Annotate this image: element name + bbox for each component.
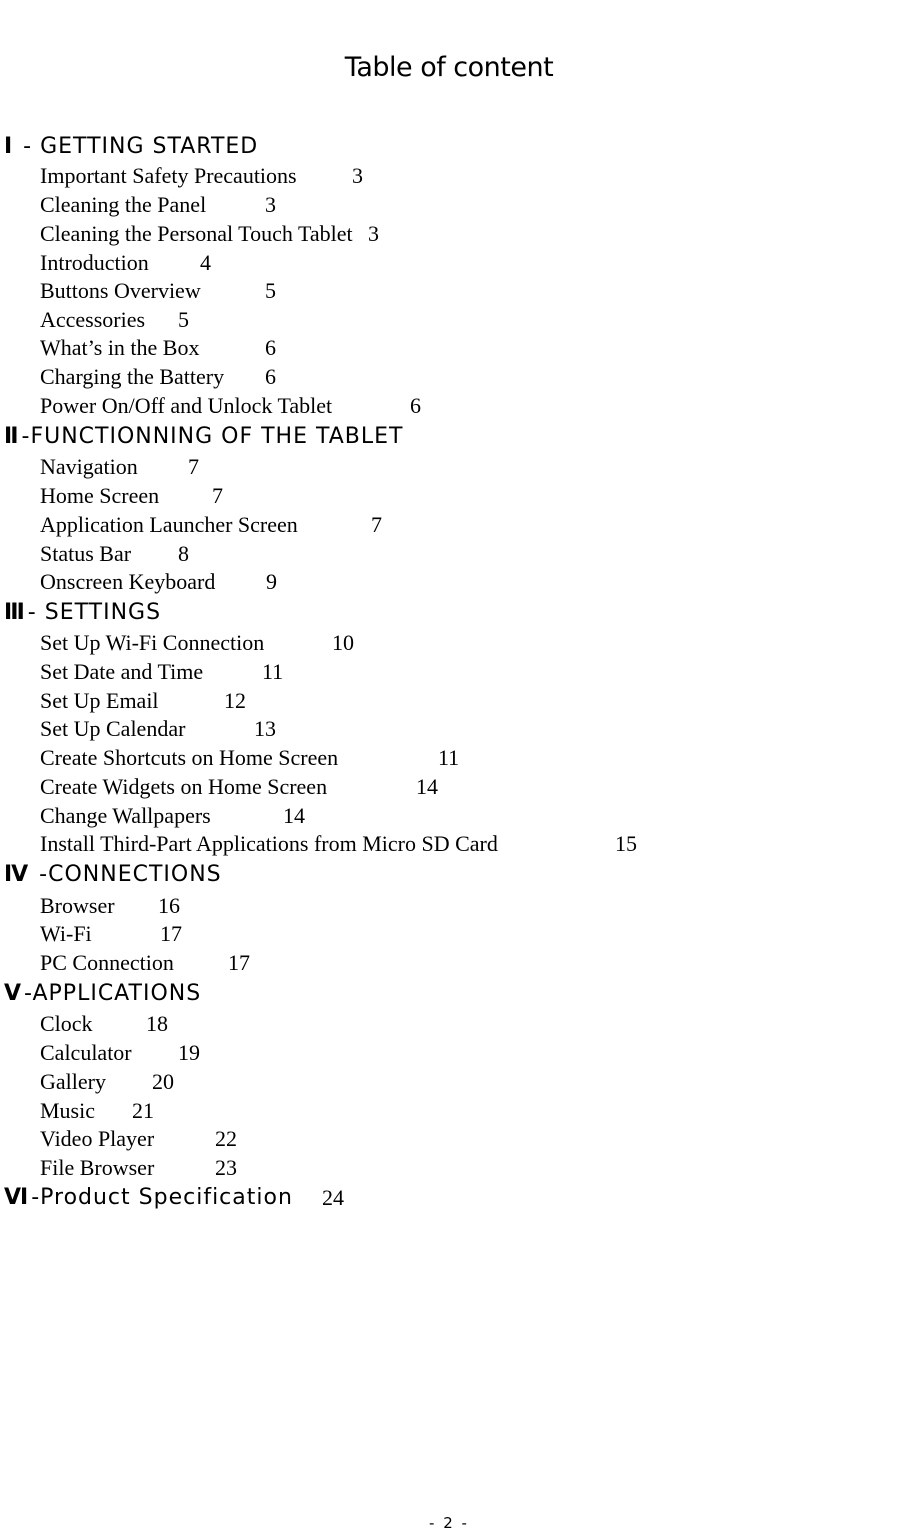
toc-entry-page-number: 7 xyxy=(371,512,382,537)
toc-entry-label: Important Safety Precautions xyxy=(40,163,297,188)
toc-entry xyxy=(40,1125,237,1153)
toc-entry-label: File Browser xyxy=(40,1155,155,1180)
toc-entry-page-number: 6 xyxy=(265,335,276,360)
toc-entry-page-number: 11 xyxy=(438,745,460,770)
toc-entry-label: Clock xyxy=(40,1011,93,1036)
toc-entry-label: Accessories xyxy=(40,307,146,332)
toc-entry-label: Video Player xyxy=(40,1126,155,1151)
toc-entry xyxy=(40,658,284,686)
toc-entry-label: PC Connection xyxy=(40,950,174,975)
section-number: Ⅰ xyxy=(4,134,12,159)
toc-entry xyxy=(40,540,189,568)
toc-entry-label: Cleaning the Personal Touch Tablet xyxy=(40,221,353,246)
toc-entry xyxy=(40,277,276,305)
toc-entry-page-number: 14 xyxy=(416,774,438,799)
section-page-number: 24 xyxy=(322,1185,344,1210)
toc-entry xyxy=(40,744,460,772)
toc-entry-label: Introduction xyxy=(40,250,149,275)
section-heading xyxy=(4,132,258,162)
toc-entry xyxy=(40,482,223,510)
toc-entry-page-number: 7 xyxy=(212,483,223,508)
toc-entry-page-number: 17 xyxy=(228,950,250,975)
toc-entry-page-number: 21 xyxy=(132,1098,154,1123)
toc-entry xyxy=(40,392,421,420)
toc-entry-page-number: 14 xyxy=(283,803,305,828)
toc-entry-page-number: 16 xyxy=(158,893,180,918)
toc-entry xyxy=(40,511,382,539)
toc-entry xyxy=(40,773,438,801)
toc-entry xyxy=(40,306,189,334)
section-label: - GETTING STARTED xyxy=(15,134,259,159)
toc-entry-label: Change Wallpapers xyxy=(40,803,211,828)
toc-entry-label: Cleaning the Panel xyxy=(40,192,207,217)
toc-entry-page-number: 4 xyxy=(200,250,211,275)
toc-entry-label: Create Widgets on Home Screen xyxy=(40,774,328,799)
toc-entry xyxy=(40,802,305,830)
toc-entry-label: Application Launcher Screen xyxy=(40,512,298,537)
section-label: -APPLICATIONS xyxy=(24,981,202,1006)
page-title: Table of content xyxy=(344,52,554,83)
section-label: -CONNECTIONS xyxy=(31,862,222,887)
toc-entry-label: Wi-Fi xyxy=(40,921,92,946)
toc-entry-page-number: 23 xyxy=(215,1155,237,1180)
toc-entry-label: What’s in the Box xyxy=(40,335,200,360)
toc-entry xyxy=(40,191,276,219)
toc-entry xyxy=(40,1068,174,1096)
section-heading xyxy=(4,979,201,1009)
toc-entry-page-number: 3 xyxy=(352,163,363,188)
toc-entry xyxy=(40,830,637,858)
toc-entry-page-number: 17 xyxy=(160,921,182,946)
toc-entry-label: Status Bar xyxy=(40,541,132,566)
section-label: - SETTINGS xyxy=(27,600,162,625)
section-heading xyxy=(4,860,222,890)
toc-entry xyxy=(40,949,250,977)
toc-entry-label: Gallery xyxy=(40,1069,106,1094)
toc-entry xyxy=(40,892,180,920)
toc-entry xyxy=(40,162,363,190)
toc-entry xyxy=(40,249,211,277)
toc-entry xyxy=(40,1039,200,1067)
toc-entry-label: Browser xyxy=(40,893,115,918)
toc-entry-label: Set Up Calendar xyxy=(40,716,186,741)
toc-entry xyxy=(40,363,276,391)
toc-entry xyxy=(40,715,276,743)
toc-entry-label: Install Third-Part Applications from Micro SD Card xyxy=(40,831,498,856)
toc-entry-label: Set Up Email xyxy=(40,688,159,713)
toc-entry-page-number: 3 xyxy=(368,221,379,246)
toc-entry xyxy=(40,334,276,362)
toc-entry-label: Create Shortcuts on Home Screen xyxy=(40,745,339,770)
toc-entry-label: Power On/Off and Unlock Tablet xyxy=(40,393,333,418)
toc-entry xyxy=(40,1154,237,1182)
toc-entry-page-number: 5 xyxy=(178,307,189,332)
toc-entry-label: Music xyxy=(40,1098,95,1123)
toc-entry xyxy=(40,453,199,481)
toc-entry-page-number: 9 xyxy=(266,569,277,594)
toc-entry-label: Set Up Wi-Fi Connection xyxy=(40,630,265,655)
toc-entry xyxy=(40,1097,154,1125)
section-number: Ⅵ xyxy=(4,1185,28,1210)
toc-entry-label: Onscreen Keyboard xyxy=(40,569,216,594)
toc-entry-page-number: 10 xyxy=(332,630,354,655)
toc-entry-page-number: 18 xyxy=(146,1011,168,1036)
page-number-footer: - 2 - xyxy=(429,1514,469,1532)
section-number: Ⅲ xyxy=(4,600,24,625)
toc-entry-page-number: 12 xyxy=(224,688,246,713)
section-label: -FUNCTIONNING OF THE TABLET xyxy=(21,424,404,449)
section-number: Ⅱ xyxy=(4,424,18,449)
toc-entry-page-number: 7 xyxy=(188,454,199,479)
toc-entry-page-number: 8 xyxy=(178,541,189,566)
toc-entry xyxy=(40,920,182,948)
toc-entry xyxy=(40,1010,168,1038)
section-label: -Product Specification xyxy=(31,1185,293,1210)
toc-entry xyxy=(40,629,354,657)
toc-entry-page-number: 6 xyxy=(265,364,276,389)
section-heading xyxy=(4,598,161,628)
section-heading xyxy=(4,1183,344,1213)
toc-entry xyxy=(40,220,379,248)
toc-entry xyxy=(40,687,246,715)
toc-entry-page-number: 20 xyxy=(152,1069,174,1094)
section-number: Ⅳ xyxy=(4,862,28,887)
section-heading xyxy=(4,422,403,452)
toc-entry-page-number: 19 xyxy=(178,1040,200,1065)
toc-entry-label: Charging the Battery xyxy=(40,364,225,389)
toc-entry-label: Calculator xyxy=(40,1040,132,1065)
toc-entry xyxy=(40,568,277,596)
toc-entry-page-number: 5 xyxy=(265,278,276,303)
toc-entry-label: Set Date and Time xyxy=(40,659,204,684)
section-number: Ⅴ xyxy=(4,981,21,1006)
toc-entry-page-number: 15 xyxy=(615,831,637,856)
toc-entry-label: Home Screen xyxy=(40,483,160,508)
toc-entry-page-number: 13 xyxy=(254,716,276,741)
toc-entry-page-number: 22 xyxy=(215,1126,237,1151)
toc-entry-page-number: 11 xyxy=(262,659,284,684)
toc-entry-page-number: 3 xyxy=(265,192,276,217)
toc-entry-label: Buttons Overview xyxy=(40,278,201,303)
toc-entry-label: Navigation xyxy=(40,454,138,479)
toc-entry-page-number: 6 xyxy=(410,393,421,418)
